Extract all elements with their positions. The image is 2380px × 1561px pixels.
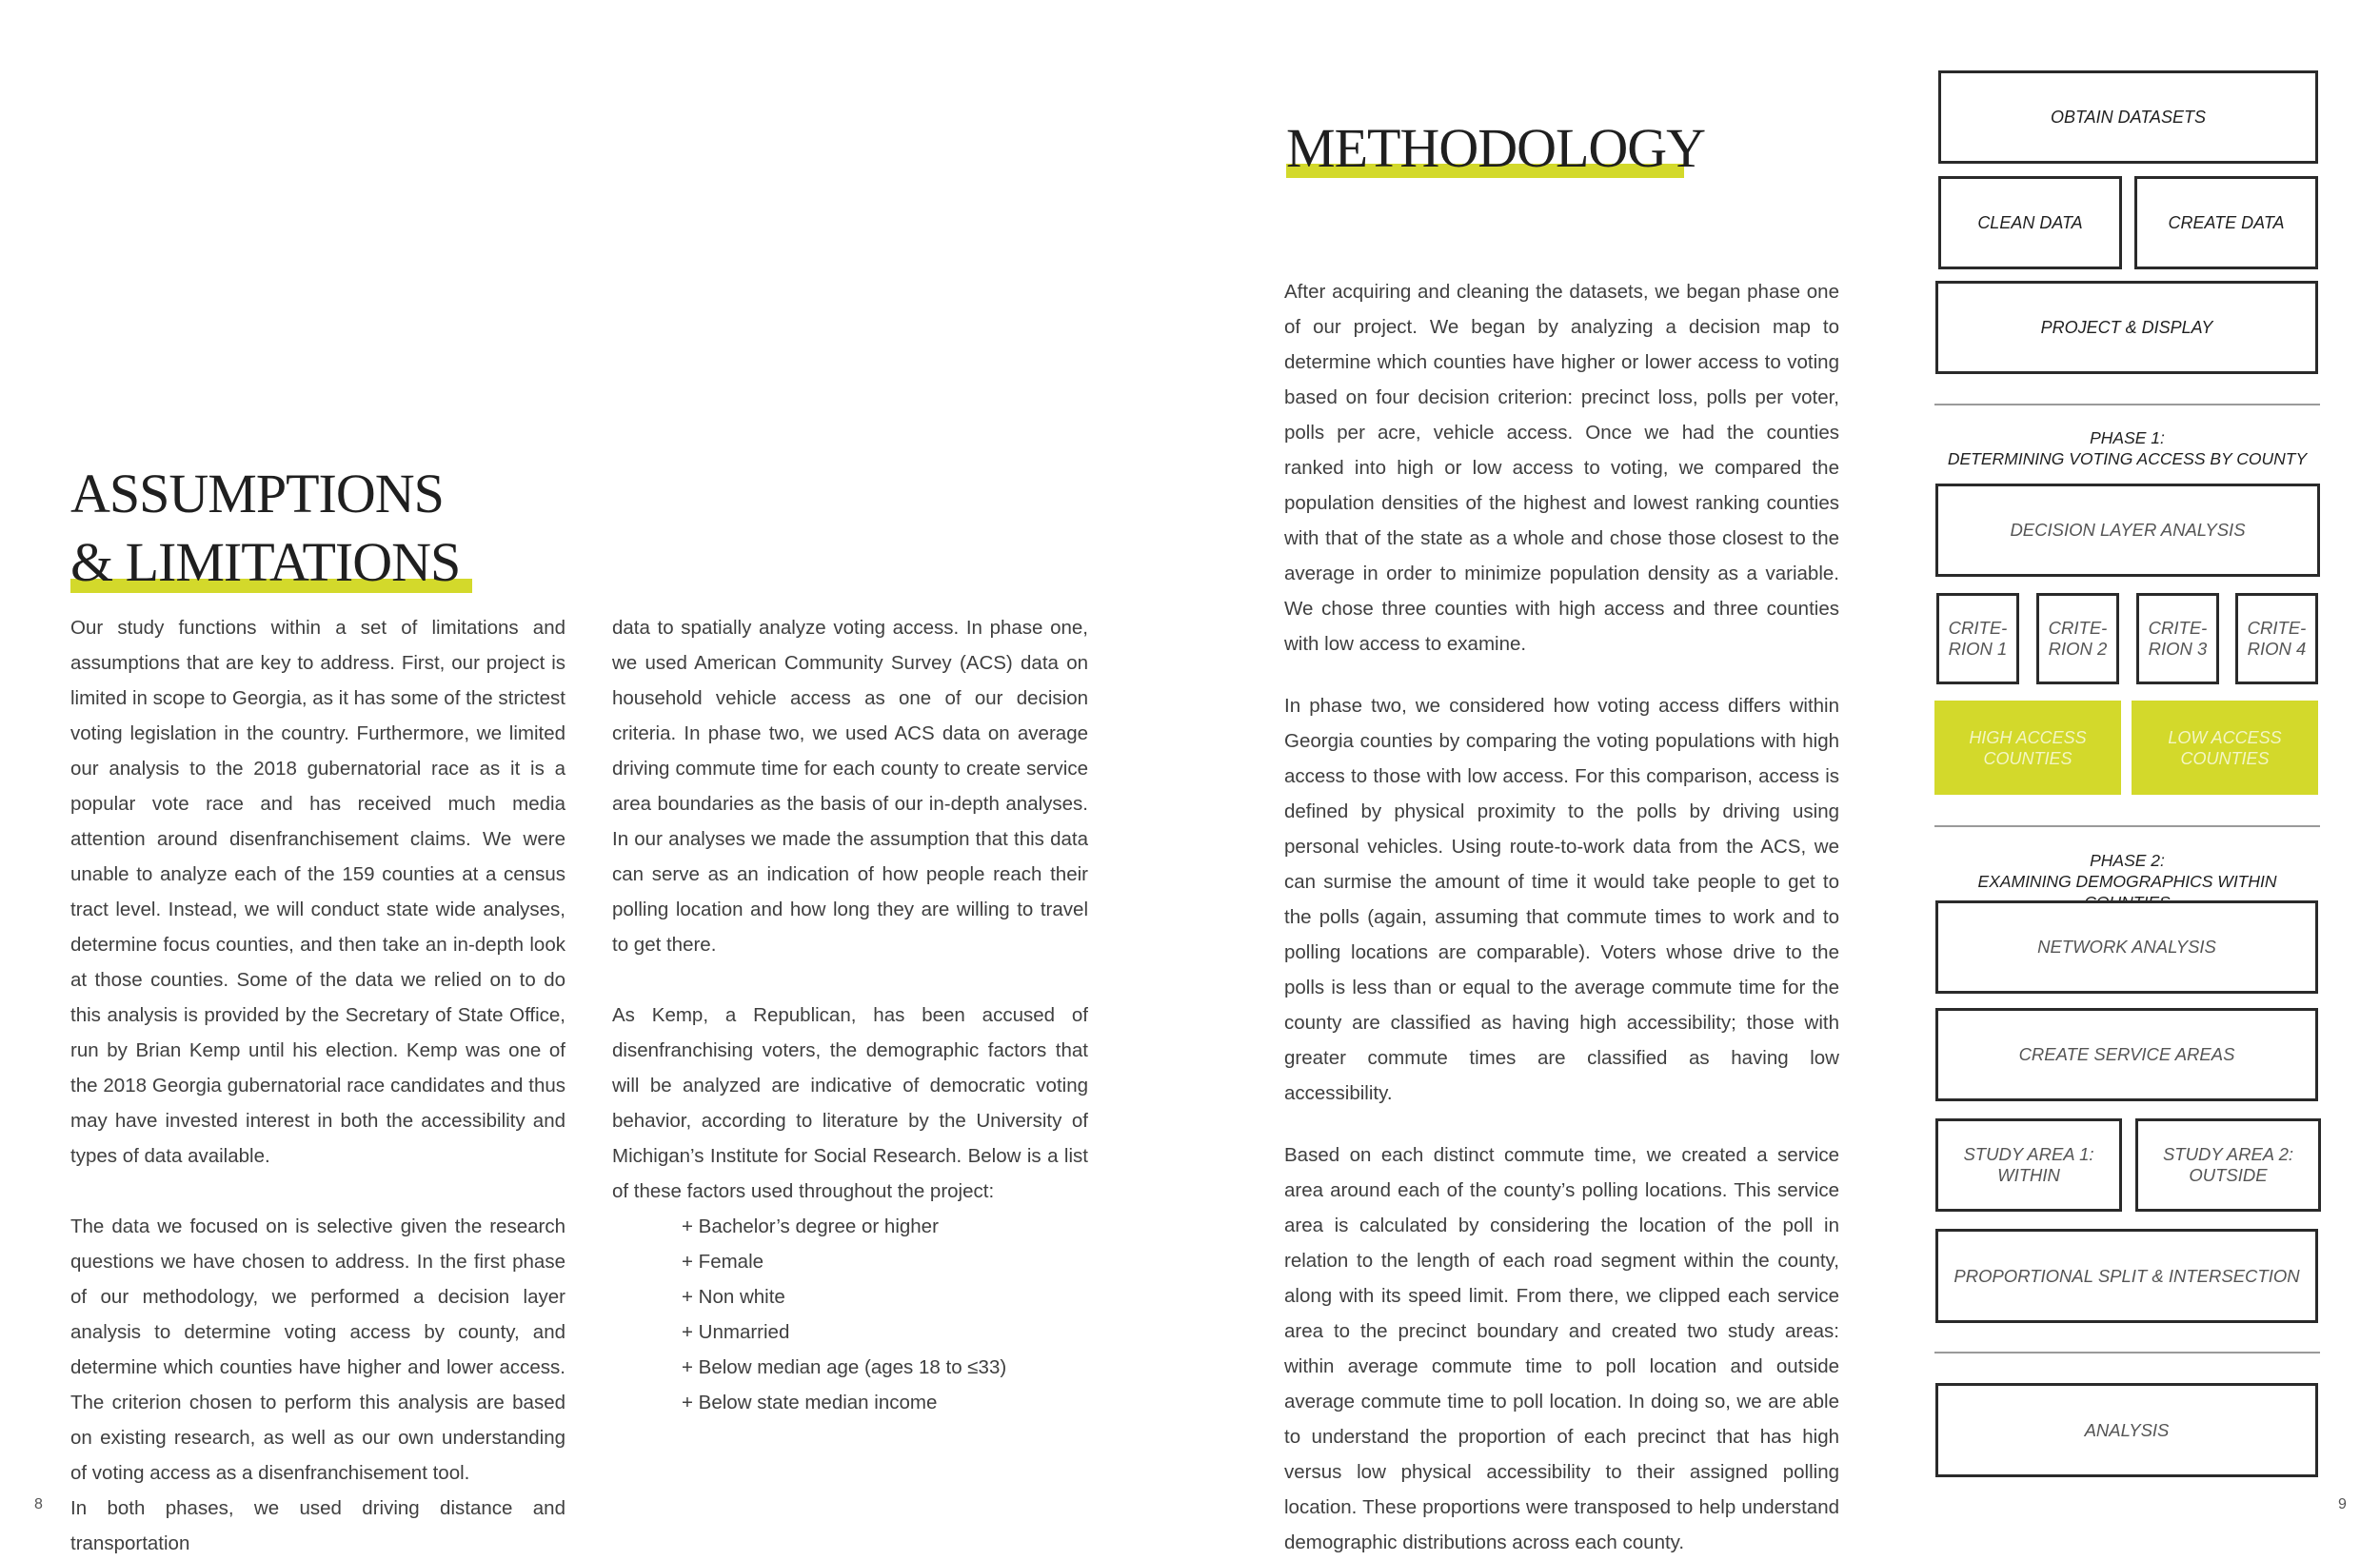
- paragraph: As Kemp, a Republican, has been accused of disenfranchising voters, the demographic factors that will be analyzed are indicative of democratic voting behavior, according to literature by the University of Michigan’s Institute for Social Research. Below is a list of these factors used throughout the project:: [612, 1004, 1088, 1202]
- criterion-2-box: CRITE- RION 2: [2036, 593, 2119, 684]
- criterion-1-box: CRITE- RION 1: [1936, 593, 2019, 684]
- phase-1-label: PHASE 1: DETERMINING VOTING ACCESS BY COUNTY: [1947, 428, 2308, 468]
- page-number-right: 9: [2338, 1496, 2347, 1512]
- page-number-left: 8: [34, 1496, 43, 1512]
- low-access-counties-box: LOW ACCESS COUNTIES: [2132, 701, 2318, 795]
- list-item: + Below state median income: [682, 1392, 938, 1413]
- proportional-split-box: PROPORTIONAL SPLIT & INTERSECTION: [1935, 1229, 2318, 1323]
- list-item: + Female: [682, 1251, 764, 1273]
- section-divider: [1934, 1352, 2320, 1354]
- heading-line-2: & LIMITATIONS: [70, 531, 461, 593]
- phase-2-label: PHASE 2: EXAMINING DEMOGRAPHICS WITHIN: [1977, 851, 2277, 891]
- criterion-3-box: CRITE- RION 3: [2136, 593, 2219, 684]
- list-item: + Below median age (ages 18 to ≤33): [682, 1356, 1007, 1378]
- paragraph: In phase two, we considered how voting access differs within Georgia counties by comparing the voting populations with high access to those with low access. For this comparison, access is defined by physical proximity to the polls by driving using personal vehicles. Using route-to-work data from the ACS, we can surmise the amount of time it would take people to get to the polls (again, assuming that commute times to work and to polling locations are comparable). Voters whose drive to the polls is less than or equal to the average commute time for the county are classified as having high accessibility; those with greater commute times are classified as having low accessibility.: [1284, 695, 1839, 1104]
- list-item: + Non white: [682, 1286, 785, 1308]
- network-analysis-box: NETWORK ANALYSIS: [1935, 900, 2318, 994]
- high-access-counties-box: HIGH ACCESS COUNTIES: [1934, 701, 2121, 795]
- list-item: + Unmarried: [682, 1321, 790, 1343]
- paragraph: The data we focused on is selective given the research questions we have chosen to address. In the first phase of our methodology, we performed a decision layer analysis to determine voting access by county, and determine which counties have higher and lower access. The criterion chosen to perform this analysis are based on existing research, as well as our own understanding of voting access as a disenfranchisement tool.: [70, 1215, 565, 1484]
- create-data-box: CREATE DATA: [2134, 176, 2318, 269]
- list-item: + Bachelor’s degree or higher: [682, 1215, 939, 1237]
- clean-data-box: CLEAN DATA: [1938, 176, 2122, 269]
- create-service-areas-box: CREATE SERVICE AREAS: [1935, 1008, 2318, 1101]
- project-display-box: PROJECT & DISPLAY: [1935, 281, 2318, 374]
- paragraph: Our study functions within a set of limitations and assumptions that are key to address. First, our project is limited in scope to Georgia, as it has some of the strictest voting legislation in the country. Furthermore, we limited our analysis to the 2018 gubernatorial race as it is a popular vote race and has received much media attention around disenfranchisement claims. We were unable to analyze each of the 159 counties at a census tract level. Instead, we will conduct state wide analyses, determine focus counties, and then take an in-depth look at those counties. Some of the data we relied on to do this analysis is provided by the Secretary of State Office, run by Brian Kemp until his election. Kemp was one of the 2018 Georgia gubernatorial race candidates and thus may have invested interest in both the accessibility and types of data available.: [70, 617, 565, 1167]
- analysis-box: ANALYSIS: [1935, 1383, 2318, 1477]
- criterion-4-box: CRITE- RION 4: [2235, 593, 2318, 684]
- methodology-column: [1284, 274, 1839, 1560]
- assumptions-column-1: [70, 610, 565, 1561]
- section-divider: [1934, 825, 2320, 827]
- obtain-datasets-box: OBTAIN DATASETS: [1938, 70, 2318, 164]
- study-area-1-box: STUDY AREA 1: WITHIN: [1935, 1118, 2122, 1212]
- decision-layer-box: DECISION LAYER ANALYSIS: [1935, 484, 2320, 577]
- section-divider: [1934, 404, 2320, 405]
- heading-text: METHODOLOGY: [1286, 117, 1706, 179]
- paragraph: Based on each distinct commute time, we created a service area around each of the county’s polling locations. This service area is calculated by considering the location of the poll in relation to the length of each road segment within the county, along with its speed limit. From there, we clipped each service area to the precinct boundary and created two study areas: within average commute time to poll location and outside average commute time to poll location. In doing so, we are able to understand the proportion of each precinct that has high versus low physical accessibility to their assigned polling location. These proportions were transposed to help understand demographic distributions across each county.: [1284, 1144, 1839, 1553]
- paragraph: After acquiring and cleaning the datasets, we began phase one of our project. We began by analyzing a decision map to determine which counties have higher or lower access to voting based on four decision criterion: precinct loss, polls per voter, polls per acre, vehicle access. Once we had the counties ranked into high or low access to voting, we compared the population densities of the highest and lowest ranking counties with that of the state as a whole and chose those closest to the average in order to minimize population density as a variable. We chose three counties with high access and three counties with low access to examine.: [1284, 281, 1839, 655]
- study-area-2-box: STUDY AREA 2: OUTSIDE: [2135, 1118, 2321, 1212]
- assumptions-heading: [70, 463, 461, 603]
- methodology-heading: [1286, 117, 1706, 179]
- paragraph: data to spatially analyze voting access. In phase one, we used American Community Survey (ACS) data on household vehicle access as one of our decision criteria. In phase two, we used ACS data on average driving commute time for each county to create service area boundaries as the basis of our in-depth analyses. In our analyses we made the assumption that this data can serve as an indication of how people reach their polling location and how long they are willing to travel to get there.: [612, 617, 1088, 956]
- paragraph: In both phases, we used driving distance and transportation: [70, 1497, 565, 1554]
- heading-line-1: ASSUMPTIONS: [70, 463, 444, 524]
- factor-list: [612, 1209, 1088, 1420]
- assumptions-column-2: [612, 610, 1088, 1420]
